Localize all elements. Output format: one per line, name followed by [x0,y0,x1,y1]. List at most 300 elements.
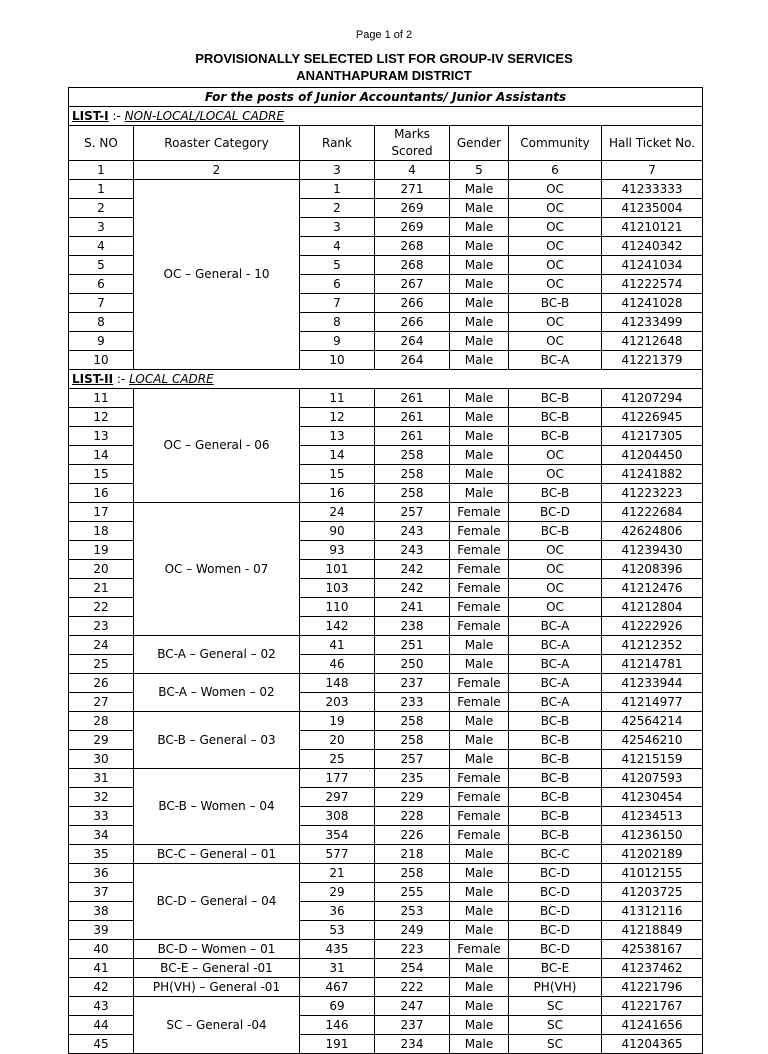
hall-ticket-number: 41223223 [602,484,703,503]
community: BC-B [509,807,602,826]
hall-ticket-number: 41241882 [602,465,703,484]
rank: 177 [300,769,375,788]
serial-number: 40 [69,940,134,959]
rank: 1 [300,180,375,199]
marks-scored: 234 [375,1035,450,1054]
rank: 25 [300,750,375,769]
document-title: PROVISIONALLY SELECTED LIST FOR GROUP-IV SERVICES [195,51,573,66]
gender: Female [450,826,509,845]
gender: Male [450,921,509,940]
marks-scored: 243 [375,541,450,560]
gender: Female [450,940,509,959]
serial-number: 9 [69,332,134,351]
column-number: 6 [509,161,602,180]
gender: Female [450,541,509,560]
marks-scored: 223 [375,940,450,959]
community: OC [509,465,602,484]
serial-number: 10 [69,351,134,370]
roaster-category: OC – General - 10 [134,180,300,370]
hall-ticket-number: 41221796 [602,978,703,997]
hall-ticket-number: 41234513 [602,807,703,826]
marks-scored: 258 [375,864,450,883]
gender: Female [450,598,509,617]
community: BC-B [509,408,602,427]
community: BC-A [509,351,602,370]
serial-number: 7 [69,294,134,313]
community: BC-D [509,921,602,940]
serial-number: 34 [69,826,134,845]
hall-ticket-number: 41233333 [602,180,703,199]
marks-scored: 235 [375,769,450,788]
hall-ticket-number: 42538167 [602,940,703,959]
rank: 4 [300,237,375,256]
district-title: ANANTHAPURAM DISTRICT [296,68,472,83]
serial-number: 5 [69,256,134,275]
community: BC-B [509,788,602,807]
gender: Female [450,579,509,598]
gender: Male [450,978,509,997]
community: OC [509,541,602,560]
rank: 103 [300,579,375,598]
hall-ticket-number: 41230454 [602,788,703,807]
community: BC-B [509,769,602,788]
serial-number: 8 [69,313,134,332]
gender: Male [450,883,509,902]
community: OC [509,180,602,199]
header-gender: Gender [450,126,509,161]
marks-scored: 255 [375,883,450,902]
rank: 41 [300,636,375,655]
community: BC-C [509,845,602,864]
marks-scored: 269 [375,218,450,237]
marks-scored: 268 [375,237,450,256]
gender: Male [450,712,509,731]
hall-ticket-number: 41212476 [602,579,703,598]
hall-ticket-number: 41207593 [602,769,703,788]
hall-ticket-number: 41212804 [602,598,703,617]
rank: 36 [300,902,375,921]
list2-name: LOCAL CADRE [129,371,214,386]
community: SC [509,1035,602,1054]
table-row [69,940,703,959]
serial-number: 17 [69,503,134,522]
list1-heading-row [69,107,703,126]
hall-ticket-number: 41241656 [602,1016,703,1035]
posts-caption: For the posts of Junior Accountants/ Junior Assistants [69,88,703,107]
serial-number: 16 [69,484,134,503]
gender: Female [450,617,509,636]
marks-scored: 238 [375,617,450,636]
posts-row [69,88,703,107]
gender: Male [450,446,509,465]
community: OC [509,275,602,294]
hall-ticket-number: 41240342 [602,237,703,256]
hall-ticket-number: 41215159 [602,750,703,769]
serial-number: 4 [69,237,134,256]
list2-prefix: LIST-II [72,371,114,386]
rank: 93 [300,541,375,560]
column-number-row [69,161,703,180]
serial-number: 18 [69,522,134,541]
hall-ticket-number: 41221379 [602,351,703,370]
marks-scored: 242 [375,560,450,579]
table-row [69,769,703,788]
rank: 8 [300,313,375,332]
roaster-category: PH(VH) – General -01 [134,978,300,997]
hall-ticket-number: 41233944 [602,674,703,693]
rank: 203 [300,693,375,712]
gender: Male [450,332,509,351]
marks-scored: 237 [375,1016,450,1035]
header-community: Community [509,126,602,161]
list2-separator: :- [113,371,130,386]
serial-number: 37 [69,883,134,902]
marks-scored: 254 [375,959,450,978]
marks-scored: 264 [375,332,450,351]
marks-scored: 243 [375,522,450,541]
rank: 110 [300,598,375,617]
serial-number: 3 [69,218,134,237]
marks-scored: 266 [375,294,450,313]
gender: Male [450,465,509,484]
table-row [69,389,703,408]
rank: 7 [300,294,375,313]
marks-scored: 258 [375,484,450,503]
gender: Female [450,503,509,522]
serial-number: 20 [69,560,134,579]
rank: 15 [300,465,375,484]
roaster-category: BC-A – Women – 02 [134,674,300,712]
roaster-category: OC – General - 06 [134,389,300,503]
serial-number: 35 [69,845,134,864]
header-row [69,126,703,161]
gender: Female [450,788,509,807]
rank: 46 [300,655,375,674]
community: OC [509,313,602,332]
marks-scored: 251 [375,636,450,655]
marks-scored: 261 [375,389,450,408]
list2-heading-row [69,370,703,389]
marks-scored: 242 [375,579,450,598]
header-sno: S. NO [69,126,134,161]
hall-ticket-number: 41208396 [602,560,703,579]
marks-scored: 261 [375,408,450,427]
serial-number: 26 [69,674,134,693]
serial-number: 36 [69,864,134,883]
marks-scored: 269 [375,199,450,218]
marks-scored: 226 [375,826,450,845]
community: OC [509,332,602,351]
roaster-category: BC-B – General – 03 [134,712,300,769]
community: BC-D [509,940,602,959]
community: BC-A [509,617,602,636]
gender: Male [450,750,509,769]
header-rank: Rank [300,126,375,161]
roaster-category: BC-D – General – 04 [134,864,300,940]
community: OC [509,218,602,237]
hall-ticket-number: 41222574 [602,275,703,294]
community: OC [509,446,602,465]
gender: Male [450,1035,509,1054]
table-row [69,636,703,655]
column-number: 2 [134,161,300,180]
rank: 435 [300,940,375,959]
marks-scored: 237 [375,674,450,693]
table-row [69,180,703,199]
community: BC-B [509,750,602,769]
gender: Male [450,199,509,218]
list1-prefix: LIST-I [72,108,109,123]
list1-heading [69,107,703,126]
hall-ticket-number: 41212648 [602,332,703,351]
community: OC [509,560,602,579]
community: BC-D [509,902,602,921]
rank: 146 [300,1016,375,1035]
serial-number: 22 [69,598,134,617]
hall-ticket-number: 41203725 [602,883,703,902]
rank: 90 [300,522,375,541]
serial-number: 24 [69,636,134,655]
marks-scored: 247 [375,997,450,1016]
gender: Male [450,484,509,503]
gender: Male [450,845,509,864]
gender: Male [450,256,509,275]
community: BC-A [509,693,602,712]
community: OC [509,237,602,256]
header-marks-scored: Marks Scored [375,126,450,161]
rank: 14 [300,446,375,465]
community: BC-B [509,522,602,541]
hall-ticket-number: 41222684 [602,503,703,522]
community: BC-B [509,389,602,408]
gender: Male [450,351,509,370]
community: BC-E [509,959,602,978]
hall-ticket-number: 41235004 [602,199,703,218]
hall-ticket-number: 41202189 [602,845,703,864]
serial-number: 28 [69,712,134,731]
hall-ticket-number: 41312116 [602,902,703,921]
hall-ticket-number: 41012155 [602,864,703,883]
gender: Female [450,560,509,579]
rank: 577 [300,845,375,864]
gender: Male [450,902,509,921]
marks-scored: 241 [375,598,450,617]
serial-number: 38 [69,902,134,921]
rank: 354 [300,826,375,845]
list1-name: NON-LOCAL/LOCAL CADRE [124,108,285,123]
column-number: 1 [69,161,134,180]
rank: 69 [300,997,375,1016]
hall-ticket-number: 41236150 [602,826,703,845]
table-row [69,959,703,978]
roaster-category: BC-D – Women – 01 [134,940,300,959]
rank: 6 [300,275,375,294]
hall-ticket-number: 41214977 [602,693,703,712]
serial-number: 39 [69,921,134,940]
gender: Male [450,218,509,237]
marks-scored: 218 [375,845,450,864]
column-number: 5 [450,161,509,180]
marks-scored: 257 [375,750,450,769]
roaster-category: BC-B – Women – 04 [134,769,300,845]
rank: 191 [300,1035,375,1054]
community: BC-D [509,864,602,883]
rank: 308 [300,807,375,826]
rank: 467 [300,978,375,997]
community: BC-B [509,731,602,750]
header-roaster-category: Roaster Category [134,126,300,161]
serial-number: 13 [69,427,134,446]
marks-scored: 233 [375,693,450,712]
marks-scored: 257 [375,503,450,522]
hall-ticket-number: 42546210 [602,731,703,750]
gender: Male [450,997,509,1016]
serial-number: 32 [69,788,134,807]
table-row [69,997,703,1016]
marks-scored: 267 [375,275,450,294]
marks-scored: 268 [375,256,450,275]
gender: Female [450,693,509,712]
gender: Male [450,636,509,655]
hall-ticket-number: 41222926 [602,617,703,636]
serial-number: 21 [69,579,134,598]
serial-number: 6 [69,275,134,294]
serial-number: 43 [69,997,134,1016]
community: SC [509,1016,602,1035]
hall-ticket-number: 41212352 [602,636,703,655]
hall-ticket-number: 41207294 [602,389,703,408]
rank: 21 [300,864,375,883]
rank: 29 [300,883,375,902]
serial-number: 44 [69,1016,134,1035]
gender: Female [450,522,509,541]
serial-number: 45 [69,1035,134,1054]
serial-number: 12 [69,408,134,427]
community: BC-A [509,636,602,655]
gender: Male [450,427,509,446]
serial-number: 15 [69,465,134,484]
community: BC-D [509,503,602,522]
table-row [69,674,703,693]
hall-ticket-number: 41217305 [602,427,703,446]
gender: Male [450,313,509,332]
gender: Female [450,807,509,826]
community: BC-B [509,427,602,446]
roaster-category: BC-C – General – 01 [134,845,300,864]
community: OC [509,199,602,218]
hall-ticket-number: 41241028 [602,294,703,313]
community: BC-B [509,294,602,313]
hall-ticket-number: 41210121 [602,218,703,237]
community: BC-A [509,674,602,693]
rank: 13 [300,427,375,446]
rank: 297 [300,788,375,807]
column-number: 7 [602,161,703,180]
serial-number: 27 [69,693,134,712]
community: BC-B [509,484,602,503]
hall-ticket-number: 42564214 [602,712,703,731]
marks-scored: 266 [375,313,450,332]
hall-ticket-number: 41214781 [602,655,703,674]
rank: 3 [300,218,375,237]
roaster-category: SC – General -04 [134,997,300,1054]
marks-scored: 258 [375,446,450,465]
serial-number: 1 [69,180,134,199]
gender: Male [450,275,509,294]
rank: 101 [300,560,375,579]
hall-ticket-number: 41204365 [602,1035,703,1054]
column-number: 3 [300,161,375,180]
community: PH(VH) [509,978,602,997]
gender: Male [450,655,509,674]
serial-number: 2 [69,199,134,218]
marks-scored: 258 [375,465,450,484]
table-row [69,864,703,883]
rank: 19 [300,712,375,731]
rank: 5 [300,256,375,275]
table-row [69,712,703,731]
community: OC [509,598,602,617]
marks-scored: 271 [375,180,450,199]
rank: 142 [300,617,375,636]
serial-number: 30 [69,750,134,769]
rank: 16 [300,484,375,503]
table-row [69,978,703,997]
marks-scored: 229 [375,788,450,807]
serial-number: 33 [69,807,134,826]
gender: Male [450,389,509,408]
community: BC-B [509,712,602,731]
gender: Male [450,294,509,313]
marks-scored: 261 [375,427,450,446]
selection-table [68,87,703,1054]
marks-scored: 253 [375,902,450,921]
marks-scored: 258 [375,712,450,731]
rank: 20 [300,731,375,750]
serial-number: 11 [69,389,134,408]
table-row [69,845,703,864]
serial-number: 42 [69,978,134,997]
rank: 24 [300,503,375,522]
serial-number: 14 [69,446,134,465]
hall-ticket-number: 41204450 [602,446,703,465]
roaster-category: OC – Women - 07 [134,503,300,636]
hall-ticket-number: 42624806 [602,522,703,541]
list2-heading [69,370,703,389]
gender: Male [450,408,509,427]
rank: 12 [300,408,375,427]
header-hall-ticket: Hall Ticket No. [602,126,703,161]
marks-scored: 250 [375,655,450,674]
rank: 2 [300,199,375,218]
hall-ticket-number: 41237462 [602,959,703,978]
serial-number: 19 [69,541,134,560]
serial-number: 23 [69,617,134,636]
community: OC [509,256,602,275]
gender: Female [450,674,509,693]
rank: 11 [300,389,375,408]
hall-ticket-number: 41241034 [602,256,703,275]
rank: 10 [300,351,375,370]
marks-scored: 258 [375,731,450,750]
list1-separator: :- [108,108,125,123]
marks-scored: 264 [375,351,450,370]
marks-scored: 249 [375,921,450,940]
gender: Male [450,959,509,978]
serial-number: 41 [69,959,134,978]
community: BC-B [509,826,602,845]
gender: Male [450,237,509,256]
